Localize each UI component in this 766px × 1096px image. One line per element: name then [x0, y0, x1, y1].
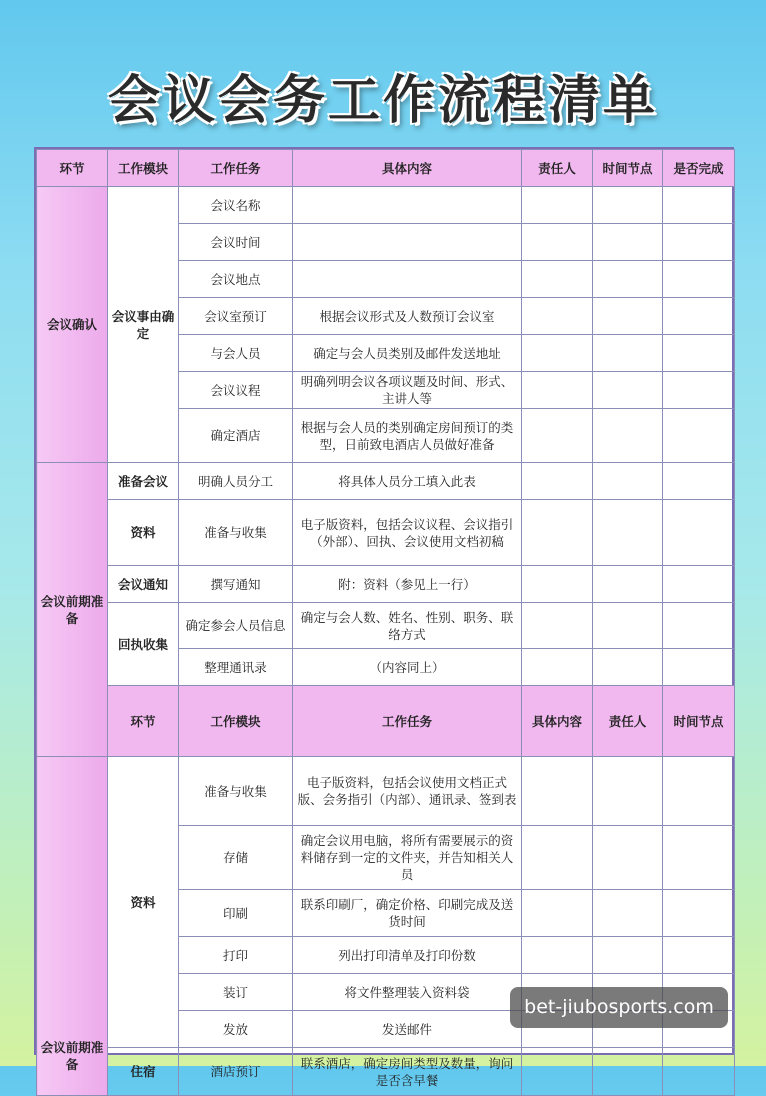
deadline-cell[interactable] — [593, 463, 663, 500]
deadline-cell[interactable] — [593, 757, 663, 826]
owner-cell[interactable] — [522, 298, 593, 335]
content-cell: 电子版资料，包括会议议程、会议指引（外部）、回执、会议使用文档初稿 — [293, 500, 522, 566]
module-cell: 住宿 — [108, 1048, 179, 1096]
task-cell: 准备与收集 — [179, 500, 293, 566]
content-cell — [293, 261, 522, 298]
module-cell: 回执收集 — [108, 603, 179, 686]
done-cell[interactable] — [663, 409, 735, 463]
task-cell: 印刷 — [179, 890, 293, 937]
owner-cell[interactable] — [522, 890, 593, 937]
done-cell[interactable] — [663, 649, 735, 686]
deadline-cell[interactable] — [593, 298, 663, 335]
task-cell: 酒店预订 — [179, 1048, 293, 1096]
content-cell: 发送邮件 — [293, 1011, 522, 1048]
stage-cell: 会议前期准备 — [37, 463, 108, 757]
content-cell: 确定与会人员类别及邮件发送地址 — [293, 335, 522, 372]
stage-cell: 会议前期准备 — [37, 757, 108, 1096]
header-module: 工作模块 — [179, 686, 293, 757]
task-cell: 确定参会人员信息 — [179, 603, 293, 649]
task-cell: 发放 — [179, 1011, 293, 1048]
header-done: 是否完成 — [663, 150, 735, 187]
content-cell: 确定会议用电脑，将所有需要展示的资料储存到一定的文件夹，并告知相关人员 — [293, 826, 522, 890]
table-row — [37, 603, 735, 649]
deadline-cell[interactable] — [593, 890, 663, 937]
task-cell: 明确人员分工 — [179, 463, 293, 500]
header-deadline: 时间节点 — [663, 686, 735, 757]
table-row — [37, 463, 735, 500]
deadline-cell[interactable] — [593, 826, 663, 890]
header-task: 工作任务 — [293, 686, 522, 757]
owner-cell[interactable] — [522, 463, 593, 500]
task-cell: 存储 — [179, 826, 293, 890]
content-cell: 电子版资料，包括会议使用文档正式版、会务指引（内部）、通讯录、签到表 — [293, 757, 522, 826]
header-row — [37, 686, 735, 757]
content-cell: 根据与会人员的类别确定房间预订的类型，日前致电酒店人员做好准备 — [293, 409, 522, 463]
done-cell[interactable] — [663, 187, 735, 224]
done-cell[interactable] — [663, 463, 735, 500]
owner-cell[interactable] — [522, 500, 593, 566]
module-cell: 资料 — [108, 757, 179, 1048]
task-cell: 装订 — [179, 974, 293, 1011]
done-cell[interactable] — [663, 826, 735, 890]
done-cell[interactable] — [663, 224, 735, 261]
header-owner: 责任人 — [522, 150, 593, 187]
owner-cell[interactable] — [522, 1048, 593, 1096]
done-cell[interactable] — [663, 566, 735, 603]
stage-cell: 会议确认 — [37, 187, 108, 463]
table-row — [37, 757, 735, 826]
workflow-table — [34, 147, 734, 1088]
header-stage: 环节 — [108, 686, 179, 757]
header-module: 工作模块 — [108, 150, 179, 187]
owner-cell[interactable] — [522, 566, 593, 603]
page-title: 会议会务工作流程清单 — [107, 71, 658, 131]
content-cell: 附：资料（参见上一行） — [293, 566, 522, 603]
header-task: 工作任务 — [179, 150, 293, 187]
owner-cell[interactable] — [522, 409, 593, 463]
task-cell: 打印 — [179, 937, 293, 974]
owner-cell[interactable] — [522, 826, 593, 890]
task-cell: 会议名称 — [179, 187, 293, 224]
content-cell: （内容同上） — [293, 649, 522, 686]
header-content: 具体内容 — [522, 686, 593, 757]
deadline-cell[interactable] — [593, 566, 663, 603]
task-cell: 会议室预订 — [179, 298, 293, 335]
done-cell[interactable] — [663, 890, 735, 937]
module-cell: 资料 — [108, 500, 179, 566]
content-cell: 联系酒店，确定房间类型及数量，询问是否含早餐 — [293, 1048, 522, 1096]
task-cell: 会议时间 — [179, 224, 293, 261]
deadline-cell[interactable] — [593, 603, 663, 649]
deadline-cell[interactable] — [593, 937, 663, 974]
content-cell: 将具体人员分工填入此表 — [293, 463, 522, 500]
done-cell[interactable] — [663, 1048, 735, 1096]
content-cell — [293, 187, 522, 224]
task-cell: 准备与收集 — [179, 757, 293, 826]
header-content: 具体内容 — [293, 150, 522, 187]
task-cell: 整理通讯录 — [179, 649, 293, 686]
task-cell: 确定酒店 — [179, 409, 293, 463]
task-cell: 会议议程 — [179, 372, 293, 409]
done-cell[interactable] — [663, 500, 735, 566]
module-cell: 会议事由确定 — [108, 187, 179, 463]
owner-cell[interactable] — [522, 603, 593, 649]
task-cell: 与会人员 — [179, 335, 293, 372]
table-row — [37, 187, 735, 224]
done-cell[interactable] — [663, 757, 735, 826]
table-row — [37, 1048, 735, 1096]
header-row — [37, 150, 735, 187]
done-cell[interactable] — [663, 603, 735, 649]
module-cell: 准备会议 — [108, 463, 179, 500]
deadline-cell[interactable] — [593, 649, 663, 686]
table-row — [37, 500, 735, 566]
task-cell: 撰写通知 — [179, 566, 293, 603]
owner-cell[interactable] — [522, 187, 593, 224]
done-cell[interactable] — [663, 937, 735, 974]
done-cell[interactable] — [663, 372, 735, 409]
content-cell: 联系印刷厂，确定价格、印刷完成及送货时间 — [293, 890, 522, 937]
done-cell[interactable] — [663, 298, 735, 335]
done-cell[interactable] — [663, 261, 735, 298]
header-owner: 责任人 — [593, 686, 663, 757]
deadline-cell[interactable] — [593, 261, 663, 298]
owner-cell[interactable] — [522, 335, 593, 372]
content-cell: 明确列明会议各项议题及时间、形式、主讲人等 — [293, 372, 522, 409]
content-cell — [293, 224, 522, 261]
content-cell: 将文件整理装入资料袋 — [293, 974, 522, 1011]
module-cell: 会议通知 — [108, 566, 179, 603]
deadline-cell[interactable] — [593, 372, 663, 409]
deadline-cell[interactable] — [593, 1048, 663, 1096]
owner-cell[interactable] — [522, 224, 593, 261]
content-cell: 列出打印清单及打印份数 — [293, 937, 522, 974]
table-row — [37, 566, 735, 603]
done-cell[interactable] — [663, 335, 735, 372]
owner-cell[interactable] — [522, 757, 593, 826]
task-cell: 会议地点 — [179, 261, 293, 298]
deadline-cell[interactable] — [593, 500, 663, 566]
deadline-cell[interactable] — [593, 187, 663, 224]
deadline-cell[interactable] — [593, 224, 663, 261]
watermark: bet-jiubosports.com — [510, 987, 728, 1028]
owner-cell[interactable] — [522, 261, 593, 298]
owner-cell[interactable] — [522, 372, 593, 409]
header-deadline: 时间节点 — [593, 150, 663, 187]
content-cell: 根据会议形式及人数预订会议室 — [293, 298, 522, 335]
owner-cell[interactable] — [522, 937, 593, 974]
deadline-cell[interactable] — [593, 335, 663, 372]
owner-cell[interactable] — [522, 649, 593, 686]
deadline-cell[interactable] — [593, 409, 663, 463]
header-stage: 环节 — [37, 150, 108, 187]
content-cell: 确定与会人数、姓名、性别、职务、联络方式 — [293, 603, 522, 649]
